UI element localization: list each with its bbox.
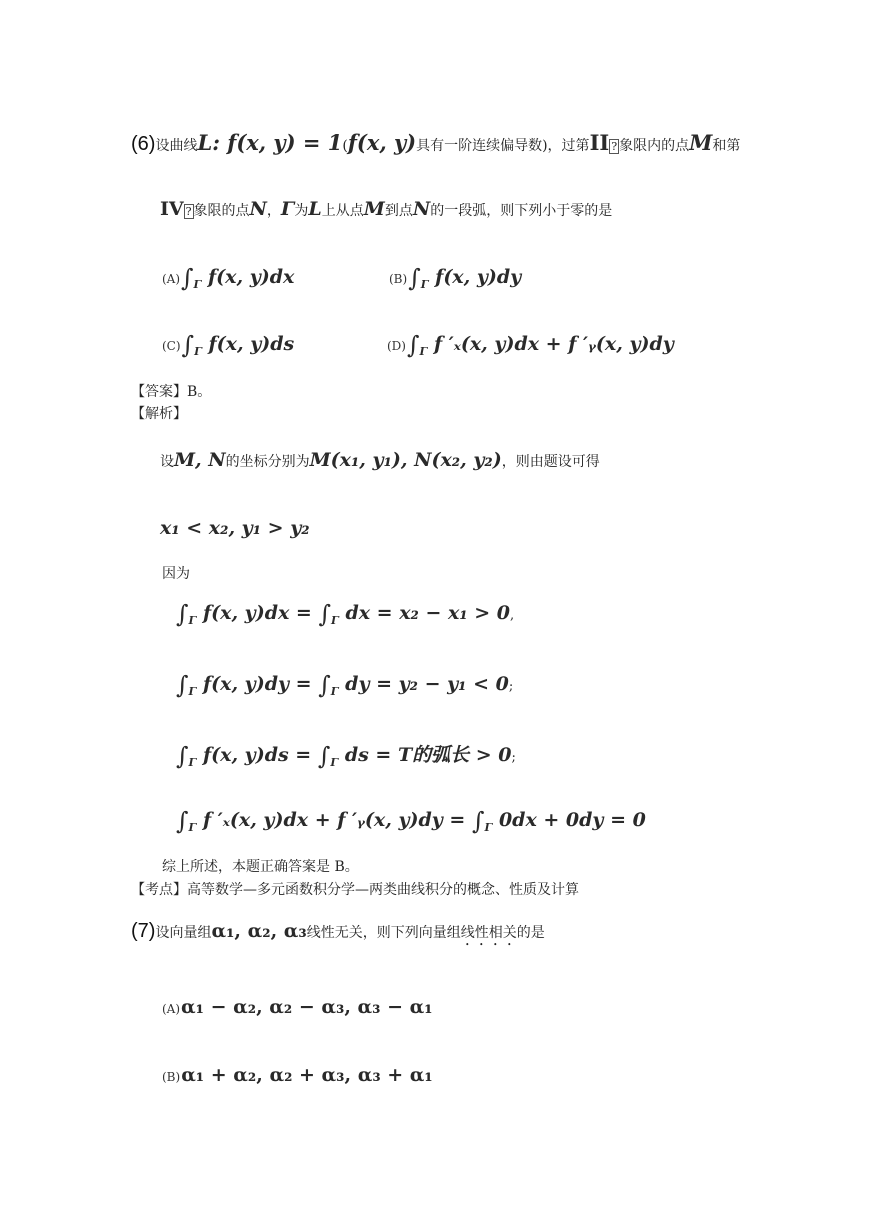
eq-punct: ; [511,750,516,765]
option-expr: α₁ − α₂, α₂ − α₃, α₃ − α₁ [181,996,433,1018]
q6-line1 [131,130,740,156]
option-a [162,264,294,292]
integral-subscript: Γ [419,344,428,358]
eq-rhs: dy = y₂ − y₁ < 0 [345,673,509,695]
text: 象限内的点 [619,138,690,154]
eq-rhs: ds = T的弧长 > 0 [344,744,512,766]
question-number: (6) [131,133,156,155]
eq-punct: , [510,608,515,623]
text: 设向量组 [155,925,212,941]
eq-lhs: f(x, y)ds = [202,744,312,766]
option-b [389,264,521,292]
integral-sign: ∫ [176,742,189,770]
eq-lhs: f(x, y)dy = [202,673,312,695]
option-label: (D) [387,339,406,353]
equation-1 [176,600,514,628]
integral-subscript: Γ [420,277,429,291]
integral-sign: ∫ [176,671,189,699]
integral-sign: ∫ [471,807,485,835]
option-label: (A) [162,272,181,286]
eq-rhs: dx = x₂ − x₁ > 0 [345,602,511,624]
analysis-line1 [160,449,600,471]
integral-sign: ∫ [176,600,189,628]
eq-punct: ; [508,679,514,694]
q7-line1 [131,920,545,949]
math: M, N [174,449,226,471]
eq-rhs: 0dx + 0dy = 0 [498,809,646,831]
math: Γ [280,198,295,220]
text: 和第 [712,138,741,154]
option-label: (C) [162,339,181,353]
option-label: (B) [389,272,408,286]
integral-sign: ∫ [317,742,331,770]
text: 的一段弧，则下列小于零的是 [430,203,613,219]
text: 设 [160,454,174,470]
question-number: (7) [131,920,156,942]
math: L: f(x, y) = 1 [197,130,343,155]
eq-lhs: f ′ₓ(x, y)dx + f ′ᵧ(x, y)dy = [202,809,466,831]
eq-lhs: f(x, y)dx = [202,602,312,624]
kaodian: 【考点】高等数学—多元函数积分学—两类曲线积分的概念、性质及计算 [131,882,579,898]
integral-subscript: Γ [193,277,202,291]
math: M [363,198,385,220]
because: 因为 [162,566,190,582]
text: 为 [294,203,309,219]
q7-option-b [162,1064,433,1086]
option-expr: α₁ + α₂, α₂ + α₃, α₃ + α₁ [181,1064,433,1086]
text: 设曲线 [155,138,198,154]
integral-subscript: Γ [188,684,197,698]
analysis-label: 【解析】 [131,406,187,422]
integral-subscript: Γ [188,755,197,769]
math: f(x, y) [347,130,417,155]
q7-option-a [162,996,433,1018]
integral-subscript: Γ [484,820,493,834]
option-label: (B) [162,1070,181,1084]
text: 象限的点 [193,203,250,219]
integral-sign: ∫ [318,671,331,699]
integral-subscript: Γ [330,755,339,769]
integral-sign: ∫ [406,331,420,359]
text: ， [266,203,281,219]
integral-sign: ∫ [408,264,421,292]
text: ，则由题设可得 [501,454,600,470]
math: N [412,198,431,220]
emphasized-text: 线性相关 [460,925,517,941]
text: 到点 [384,203,413,219]
math: L [308,198,322,220]
option-label: (A) [162,1002,181,1016]
equation-2 [176,671,513,699]
integral-sign: ∫ [176,807,189,835]
equation-3 [176,740,516,770]
integral-subscript: Γ [194,344,202,358]
math: M(x₁, y₁), N(x₂, y₂) [309,449,502,471]
answer: 【答案】B。 [131,384,212,400]
roman-numeral: II [589,130,610,155]
integral-sign: ∫ [181,264,194,292]
roman-numeral: IV [160,198,184,220]
option-d [387,331,674,359]
integral-sign: ∫ [181,331,195,359]
integral-subscript: Γ [331,613,339,627]
integral-subscript: Γ [188,613,197,627]
missing-glyph: ? [185,205,192,218]
option-expr: f ′ₓ(x, y)dx + f ′ᵧ(x, y)dy [433,333,674,355]
text: 上从点 [321,203,364,219]
option-c [162,331,294,359]
equation-4 [176,807,646,835]
text: 线性无关，则下列向量组 [306,925,461,941]
math: N [249,198,267,220]
option-expr: f(x, y)ds [208,333,295,355]
missing-glyph: ? [611,140,618,153]
text: 具有一阶连续偏导数)，过第 [416,138,590,154]
math: M [689,130,713,155]
text: 的是 [516,925,545,941]
integral-subscript: Γ [330,684,339,698]
integral-subscript: Γ [188,820,197,834]
option-expr: f(x, y)dy [435,266,522,288]
integral-sign: ∫ [318,600,331,628]
text: ( [342,138,348,154]
q6-line2 [160,198,612,220]
text: 的坐标分别为 [225,454,310,470]
option-expr: f(x, y)dx [207,266,295,288]
math: α₁, α₂, α₃ [211,920,307,942]
inequality: x₁ < x₂, y₁ > y₂ [160,517,310,539]
summary: 综上所述，本题正确答案是 B。 [162,859,359,875]
